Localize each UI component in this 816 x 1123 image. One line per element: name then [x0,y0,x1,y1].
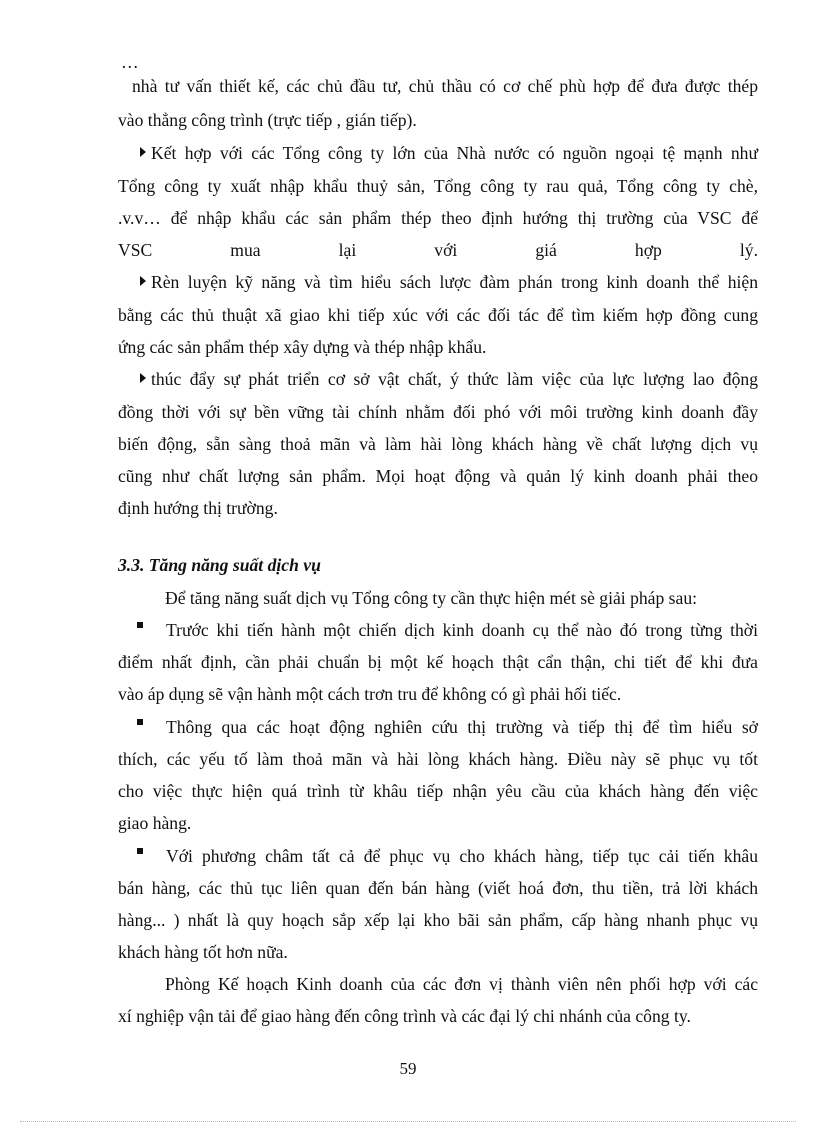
page-number: 59 [399,1059,417,1078]
paragraph-text: Rèn luyện kỹ năng và tìm hiểu sách lược đàm phán trong kinh doanh thể hiện [151,272,758,292]
paragraph-line: định hướng thị trường. [118,498,278,518]
triangle-right-icon [140,276,146,286]
paragraph-line: cho việc thực hiện quá trình từ khâu tiếp nhận yêu cầu của khách hàng đến việc [118,781,758,801]
section-heading: 3.3. Tăng năng suất dịch vụ [118,555,321,575]
paragraph-line: VSC mua lại với giá hợp lý. [118,240,758,260]
paragraph-line: bằng các thủ thuật xã giao khi tiếp xúc với các đối tác để tìm kiếm hợp đồng cung [118,305,758,325]
page-bottom-divider [20,1121,796,1122]
paragraph-line: .v.v… để nhập khẩu các sản phẩm thép theo định hướng thị trường của VSC để [118,208,758,228]
paragraph-line: đồng thời với sự bền vững tài chính nhằm đối phó với môi trường kinh doanh đầy [118,402,758,422]
paragraph-line: xí nghiệp vận tải để giao hàng đến công trình và các đại lý chi nhánh của công ty. [118,1006,691,1026]
paragraph-line: Trước khi tiến hành một chiến dịch kinh doanh cụ thể nào đó trong từng thời [166,620,758,640]
paragraph-line: Để tăng năng suất dịch vụ Tổng công ty cần thực hiện mét sè giải pháp sau: [165,588,698,608]
bullet-item [140,367,758,391]
paragraph-line: thích, các yếu tố làm thoả mãn và hài lòng khách hàng. Điều này sẽ phục vụ tốt [118,749,758,769]
triangle-right-icon [140,373,146,383]
paragraph-text: Kết hợp với các Tổng công ty lớn của Nhà nước có nguồn ngoại tệ mạnh như [151,143,758,163]
square-bullet-icon [137,848,143,854]
bullet-item [140,270,758,294]
paragraph-line: hàng... ) nhất là quy hoạch sắp xếp lại kho bãi sản phẩm, cấp hàng nhanh phục vụ [118,910,758,930]
bullet-item [140,141,758,165]
paragraph-line: giao hàng. [118,813,192,833]
paragraph-line: nhà tư vấn thiết kế, các chủ đầu tư, chủ thầu có cơ chế phù hợp để đưa được thép [132,76,758,96]
paragraph-text: thúc đẩy sự phát triển cơ sở vật chất, ý thức làm việc của lực lượng lao động [151,369,758,389]
paragraph-line: Phòng Kế hoạch Kinh doanh của các đơn vị thành viên nên phối hợp với các [165,974,758,994]
square-bullet-icon [137,622,143,628]
triangle-right-icon [140,147,146,157]
square-bullet-icon [137,719,143,725]
paragraph-line: điểm nhất định, cần phải chuẩn bị một kế hoạch thật cẩn thận, chi tiết để khi đưa [118,652,758,672]
paragraph-line: Với phương châm tất cả để phục vụ cho khách hàng, tiếp tục cải tiến khâu [166,846,758,866]
paragraph-line: biến động, sẵn sàng thoả mãn và làm hài lòng khách hàng về chất lượng dịch vụ [118,434,758,454]
paragraph-line: Tổng công ty xuất nhập khẩu thuỷ sản, Tổng công ty rau quả, Tổng công ty chè, [118,176,758,196]
paragraph-line: Thông qua các hoạt động nghiên cứu thị trường và tiếp thị để tìm hiểu sở [166,717,758,737]
paragraph-line: bán hàng, các thủ tục liên quan đến bán hàng (viết hoá đơn, thu tiền, trả lời khách [118,878,758,898]
paragraph-line: vào thẳng công trình (trực tiếp , gián tiếp). [118,110,417,130]
paragraph-line: khách hàng tốt hơn nữa. [118,942,288,962]
paragraph-line: cũng như chất lượng sản phẩm. Mọi hoạt động và quản lý kinh doanh phải theo [118,466,758,486]
paragraph-line: ứng các sản phẩm thép xây dựng và thép nhập khẩu. [118,337,487,357]
ellipsis-line: … [121,52,139,72]
paragraph-line: vào áp dụng sẽ vận hành một cách trơn tru để không có gì phải hối tiếc. [118,684,622,704]
